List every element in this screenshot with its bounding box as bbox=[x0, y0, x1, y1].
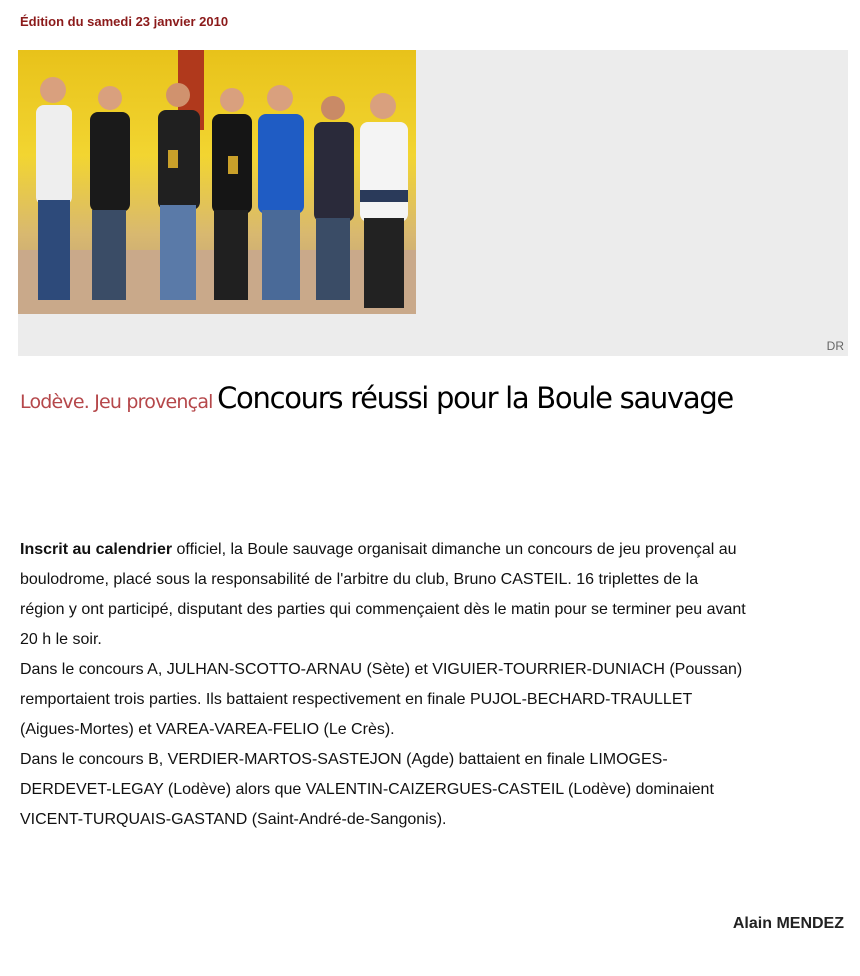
body-line-text: officiel, la Boule sauvage organisait dimanche un concours de jeu provençal au bbox=[172, 541, 737, 558]
body-line: région y ont participé, disputant des parties qui commençaient dès le matin pour se terminer peu avant bbox=[20, 601, 746, 618]
body-line: Dans le concours A, JULHAN-SCOTTO-ARNAU (Sète) et VIGUIER-TOURRIER-DUNIACH (Poussan) bbox=[20, 661, 743, 678]
photo-credit: DR bbox=[826, 339, 844, 353]
body-line: Dans le concours B, VERDIER-MARTOS-SASTEJON (Agde) battaient en finale LIMOGES- bbox=[20, 751, 668, 768]
body-line: remportaient trois parties. Ils battaient respectivement en finale PUJOL-BECHARD-TRAULLET bbox=[20, 691, 693, 708]
body-line bbox=[20, 535, 860, 565]
body-line: (Aigues-Mortes) et VAREA-VAREA-FELIO (Le Crès). bbox=[20, 721, 395, 738]
body-line: 20 h le soir. bbox=[20, 631, 102, 648]
edition-date: Édition du samedi 23 janvier 2010 bbox=[20, 14, 229, 29]
photo-frame bbox=[18, 50, 848, 356]
lead-text: Inscrit au calendrier bbox=[20, 541, 173, 558]
body-line: boulodrome, placé sous la responsabilité de l'arbitre du club, Bruno CASTEIL. 16 triplettes de la bbox=[20, 571, 699, 588]
headline-title: Concours réussi pour la Boule sauvage bbox=[217, 381, 733, 415]
headline-kicker: Lodève. Jeu provençal bbox=[20, 391, 213, 413]
body-line: DERDEVET-LEGAY (Lodève) alors que VALENTIN-CAIZERGUES-CASTEIL (Lodève) dominaient bbox=[20, 781, 714, 798]
team-photo bbox=[18, 50, 416, 314]
headline bbox=[20, 381, 733, 415]
article-body bbox=[20, 535, 860, 835]
author: Alain MENDEZ bbox=[732, 915, 844, 932]
body-line: VICENT-TURQUAIS-GASTAND (Saint-André-de-Sangonis). bbox=[20, 811, 447, 828]
